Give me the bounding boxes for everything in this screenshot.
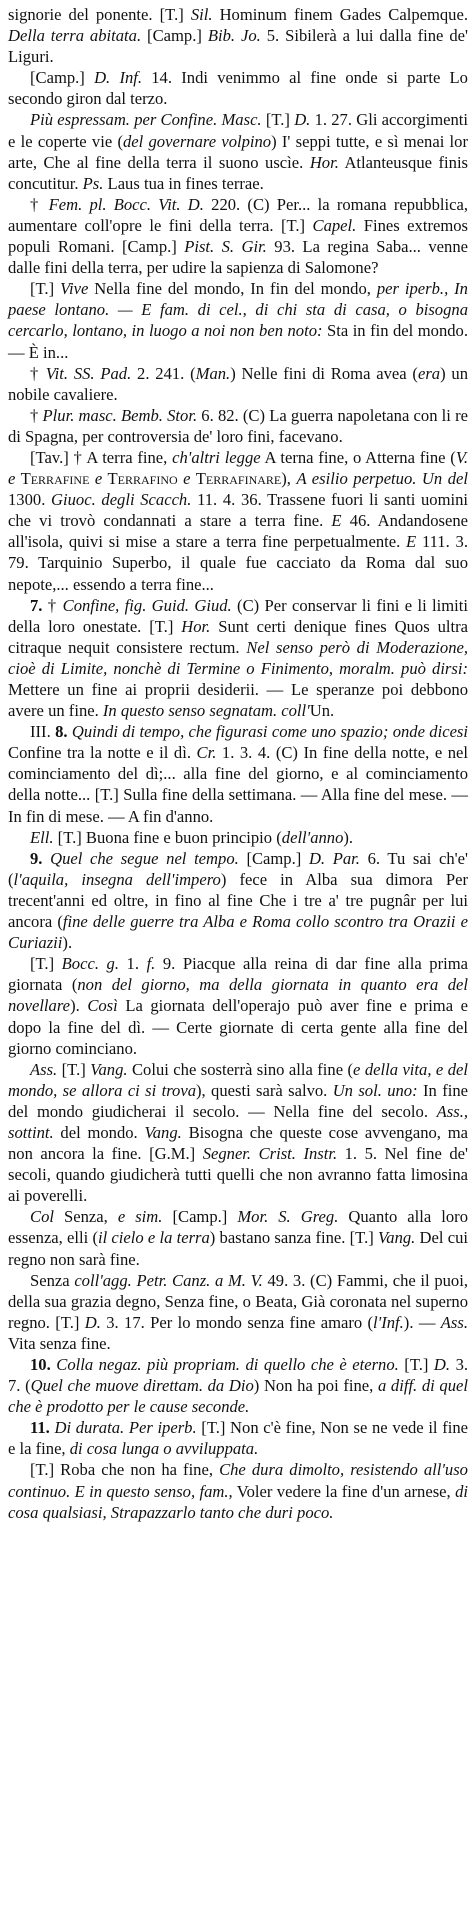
- text-run: La giornata dell'operajo può aver fine e prima e dopo la fine del dì. — Certe giornate di certa gente alla fine del giorno cominciano.: [8, 996, 469, 1058]
- entry-paragraph: [8, 595, 468, 722]
- text-run: D. Inf.: [94, 68, 143, 88]
- entry-paragraph: [8, 194, 468, 278]
- text-run: [T.]: [57, 1059, 91, 1079]
- text-run: 3. 17. Per lo mondo senza fine amaro (: [100, 1312, 374, 1332]
- text-run: 49. 3. (C) Fammi, che il puoi, della sua grazia degno, Senza fine, o Beata, Già coronata nel superno regno. [T.]: [8, 1270, 468, 1332]
- text-run: 8.: [55, 722, 68, 742]
- text-run: Ass.: [440, 1312, 468, 1332]
- text-run: Plur. masc. Bemb. Stor.: [42, 405, 198, 425]
- text-run: E: [331, 511, 342, 531]
- text-run: Nel senso però di Moderazione, cioè di Limite, nonchè di Termine o Finimento, moralm. può dirsi:: [8, 637, 468, 678]
- text-run: e sim.: [117, 1207, 163, 1227]
- text-run: Bisogna che queste cose avvengano, ma non ancora la fine. [G.M.]: [8, 1122, 468, 1164]
- text-run: Ass.: [30, 1059, 58, 1079]
- text-run: Ass., sottint.: [8, 1101, 468, 1142]
- text-run: ) un nobile cavaliere.: [8, 363, 468, 404]
- text-run: †: [30, 194, 49, 214]
- text-run: 11.: [30, 1418, 50, 1438]
- text-run: Più espressam. per Confine. Masc.: [30, 110, 262, 130]
- text-run: Che dura dimolto, resistendo all'uso continuo. E in questo senso, fam.,: [8, 1460, 468, 1501]
- text-run: [T.] Buona fine e buon principio (: [53, 827, 282, 847]
- text-run: Atlanteusque finis concutitur.: [8, 152, 469, 193]
- text-run: Hor.: [309, 152, 339, 172]
- entry-paragraph: [8, 1459, 468, 1522]
- text-run: 3. 7. (: [8, 1355, 469, 1396]
- text-run: Nella fine del mondo, In fin del mondo,: [88, 279, 377, 299]
- text-run: [Camp.]: [141, 26, 208, 46]
- text-run: [T.]: [30, 954, 62, 974]
- text-run: Col: [30, 1207, 54, 1227]
- entry-paragraph: [8, 1354, 468, 1417]
- text-run: †: [30, 405, 43, 425]
- entry-paragraph: [8, 721, 468, 826]
- entry-paragraph: [8, 447, 468, 595]
- text-run: Voler vedere la fine d'un arnese,: [232, 1481, 456, 1501]
- text-run: Mor. S. Greg.: [237, 1207, 339, 1227]
- text-run: l'aquila, insegna dell'impero: [13, 869, 221, 889]
- text-run: Della terra abitata.: [8, 26, 142, 46]
- text-run: Vang.: [90, 1059, 128, 1079]
- text-run: ) Nelle fini di Roma avea (: [230, 363, 418, 383]
- text-run: fine delle guerre tra Alba e Roma collo scontro tra Orazii e Curiazii: [8, 912, 468, 953]
- text-run: e: [94, 469, 103, 489]
- text-run: ) fece in Alba sua dimora Per trecent'anni ed oltre, in fino al fine Che i tre a' tre pugnâr per lui ancora (: [8, 869, 468, 932]
- text-run: e: [183, 469, 191, 489]
- entry-paragraph: [8, 109, 468, 193]
- text-run: Terrafinare: [190, 469, 282, 489]
- text-run: Così: [87, 996, 118, 1016]
- text-run: ) Non ha poi fine,: [253, 1376, 378, 1396]
- text-run: 1300.: [8, 490, 52, 510]
- entry-paragraph: [8, 848, 468, 953]
- text-run: ).: [70, 996, 88, 1016]
- text-run: Quel che segue nel tempo.: [50, 848, 239, 868]
- text-run: a diff. di quel che è prodotto per le cause seconde.: [8, 1376, 468, 1417]
- text-run: 9.: [30, 848, 43, 868]
- entry-paragraph: [8, 1059, 468, 1207]
- text-run: [T.] Non c'è fine, Non se ne vede il fine e la fine,: [8, 1418, 468, 1459]
- text-run: 1. 3. 4. (C) In fine della notte, e nel cominciamento del dì;... alla fine del giorno, e al cominciamento della notte... [T.] Sulla fine della settimana. — Alla fine del mese. — In fin di mese. — A fin d'anno.: [8, 743, 469, 826]
- text-run: In fine del mondo giudicherai il secolo. — Nella fine del secolo.: [8, 1080, 468, 1121]
- text-run: dell'anno: [281, 827, 344, 847]
- entry-paragraph: [8, 4, 468, 67]
- text-run: Sunt certi denique fines Quos ultra citraque nequit consistere rectum.: [8, 616, 468, 657]
- text-run: D.: [294, 110, 311, 130]
- text-run: del mondo.: [53, 1122, 145, 1142]
- text-run: 6. Tu sai ch'e' (: [8, 848, 468, 889]
- text-run: Sta in fin del mondo. — È in...: [8, 321, 468, 362]
- text-run: ).: [62, 933, 73, 953]
- text-run: 46. Andandosene all'isola, quivi si mise a stare a terra fine perpetualmente.: [8, 511, 468, 552]
- text-run: III.: [30, 722, 56, 742]
- text-run: e della vita, e del mondo, se allora ci si trova: [8, 1059, 468, 1100]
- text-run: Vita senza fine.: [8, 1333, 111, 1353]
- text-run: [Camp.]: [238, 848, 309, 868]
- text-run: 7.: [30, 595, 43, 615]
- text-run: 1.: [119, 954, 147, 974]
- text-run: Cr.: [196, 743, 217, 763]
- text-run: (C) Per conservar li fini e li limiti della loro onestate. [T.]: [8, 595, 468, 636]
- text-run: Vang.: [144, 1122, 182, 1142]
- text-run: Ps.: [82, 173, 104, 193]
- text-run: Un sol. uno:: [332, 1080, 418, 1100]
- text-run: 9. Piacque alla reina di dar fine alla prima giornata (: [8, 954, 468, 995]
- text-run: D.: [84, 1312, 101, 1332]
- text-run: Vit. SS. Pad.: [45, 363, 132, 383]
- text-run: [T.]: [398, 1355, 434, 1374]
- text-run: Bib. Jo.: [207, 26, 261, 46]
- text-run: Quindi di tempo, che figurasi come uno spazio; onde dicesi: [71, 722, 469, 742]
- text-run: V. e: [8, 447, 468, 489]
- text-run: †: [30, 363, 46, 383]
- text-run: Quel che muove direttam. da Dio: [30, 1376, 254, 1396]
- text-run: Segner. Crist. Instr.: [202, 1144, 338, 1164]
- text-run: ). —: [403, 1312, 441, 1332]
- entry-paragraph: [8, 278, 468, 362]
- text-run: Senza,: [53, 1207, 118, 1227]
- text-run: ch'altri legge: [172, 447, 261, 467]
- text-run: A terna fine, o Atterna fine (: [260, 447, 456, 467]
- text-run: 5. Sibilerà a lui dalla fine de' Liguri.: [8, 26, 468, 67]
- text-run: 10.: [30, 1355, 51, 1374]
- text-run: di cosa qualsiasi, Strapazzarlo tanto che duri poco.: [8, 1481, 468, 1522]
- entry-paragraph: [8, 363, 468, 405]
- text-run: Di durata. Per iperb.: [54, 1418, 197, 1438]
- text-run: In questo senso segnatam. coll': [102, 701, 310, 721]
- text-run: Ell.: [30, 827, 54, 847]
- text-run: ) bastano sanza fine. [T.]: [209, 1228, 378, 1248]
- entry-paragraph: [8, 1206, 468, 1269]
- text-run: 14. Indi venimmo al fine onde si parte Lo secondo giron dal terzo.: [8, 68, 468, 109]
- entry-paragraph: [8, 1270, 468, 1354]
- text-run: Hor.: [181, 616, 211, 636]
- text-run: Colui che sosterrà sino alla fine (: [127, 1059, 354, 1079]
- text-run: Confine tra la notte e il dì.: [8, 743, 197, 763]
- text-run: 1. 27. Gli accorgimenti e le coperte vie (: [8, 110, 468, 151]
- text-run: l'Inf.: [373, 1312, 404, 1332]
- text-run: ).: [343, 827, 354, 847]
- text-run: Vang.: [377, 1228, 416, 1248]
- text-run: Quanto alla loro essenza, elli (: [8, 1207, 468, 1248]
- text-run: del governare volpino: [122, 131, 272, 151]
- text-run: coll'agg. Petr. Canz. a M. V.: [74, 1270, 263, 1290]
- entry-paragraph: [8, 1417, 468, 1459]
- text-run: Del cui regno non sarà fine.: [8, 1228, 468, 1269]
- text-run: ) I' seppi tutte, e sì menai lor arte, Che al fine della terra il suono uscìe.: [8, 131, 468, 172]
- text-run: [T.]: [261, 110, 295, 130]
- entry-paragraph: [8, 405, 468, 447]
- text-run: [Camp.]: [162, 1207, 238, 1227]
- text-run: non del giorno, ma della giornata in quanto era del novellare: [8, 975, 469, 1016]
- text-run: Bocc. g.: [61, 954, 119, 974]
- text-run: 220. (C) Per... la romana repubblica, aumentare coll'opre le fini della terra. [T.]: [8, 194, 468, 235]
- text-run: †: [42, 595, 63, 615]
- text-run: Mettere un fine ai proprii desiderii. — Le speranze poi debbono avere un fine.: [8, 680, 468, 721]
- text-run: f.: [146, 954, 156, 974]
- text-run: Fem. pl. Bocc. Vit. D.: [48, 194, 204, 214]
- text-run: Un.: [309, 701, 335, 721]
- text-run: Pist. S. Gir.: [184, 237, 267, 257]
- text-run: Vive: [60, 279, 89, 299]
- text-run: [Camp.]: [30, 68, 95, 88]
- text-run: il cielo e la terra: [97, 1228, 210, 1248]
- text-run: Giuoc. degli Scacch.: [51, 490, 192, 510]
- text-run: Terrafine: [15, 469, 90, 489]
- text-run: per iperb., In paese lontano. — E fam. di cel., di chi sta di casa, o bisogna cercarlo, lontano, in luogo a noi non ben noto:: [8, 279, 468, 341]
- text-run: A esilio perpetuo. Un del: [296, 469, 468, 489]
- text-run: Sil.: [190, 5, 213, 24]
- text-run: [T.]: [30, 279, 61, 299]
- text-run: Capel.: [312, 215, 357, 235]
- text-run: Laus tua in fines terrae.: [103, 173, 264, 193]
- text-run: [42, 849, 50, 868]
- text-run: signorie del ponente. [T.]: [8, 5, 191, 24]
- text-run: era: [417, 363, 441, 383]
- text-run: Terrafino: [102, 469, 178, 489]
- text-run: Hominum finem Gades Calpemque.: [212, 5, 468, 24]
- text-run: Fines extremos populi Romani. [Camp.]: [8, 215, 468, 257]
- text-run: 11. 4. 36. Trassene fuori li santi uomini che vi trovò condannati a stare a terra fine.: [8, 490, 469, 531]
- text-run: D. Par.: [308, 848, 360, 868]
- text-run: 6. 82. (C) La guerra napoletana con li re di Spagna, per controversia de' loro fini, facevano.: [8, 405, 468, 446]
- text-run: Colla negaz. più propriam. di quello che è eterno.: [56, 1355, 399, 1374]
- entry-paragraph: [8, 67, 468, 109]
- text-run: 2. 241. (: [131, 363, 196, 383]
- text-run: [Tav.] † A terra fine,: [30, 447, 173, 467]
- text-run: 93. La regina Saba... venne dalle fini della terra, per udire la sapienza di Salomone?: [8, 237, 468, 278]
- text-run: [T.] Roba che non ha fine,: [30, 1460, 220, 1480]
- text-run: E: [406, 532, 417, 552]
- text-run: D.: [433, 1355, 451, 1374]
- text-run: 1. 5. Nel fine de' secoli, quando giudicherà tutti quelli che non avranno fatta limosina ai poverelli.: [8, 1144, 468, 1206]
- text-run: di cosa lunga o avviluppata.: [69, 1439, 259, 1459]
- text-run: Senza: [30, 1270, 75, 1290]
- entry-paragraph: [8, 953, 468, 1058]
- text-run: Confine, fig. Guid. Giud.: [62, 595, 232, 615]
- text-run: ), questi sarà salvo.: [196, 1080, 333, 1100]
- text-run: Man.: [195, 363, 231, 383]
- entry-paragraph: [8, 827, 468, 848]
- text-run: ),: [281, 469, 297, 489]
- text-run: 111. 3. 79. Tarquinio Superbo, il quale fue cacciato da Roma dal suo nepote,... essendo a terra fine...: [8, 532, 468, 594]
